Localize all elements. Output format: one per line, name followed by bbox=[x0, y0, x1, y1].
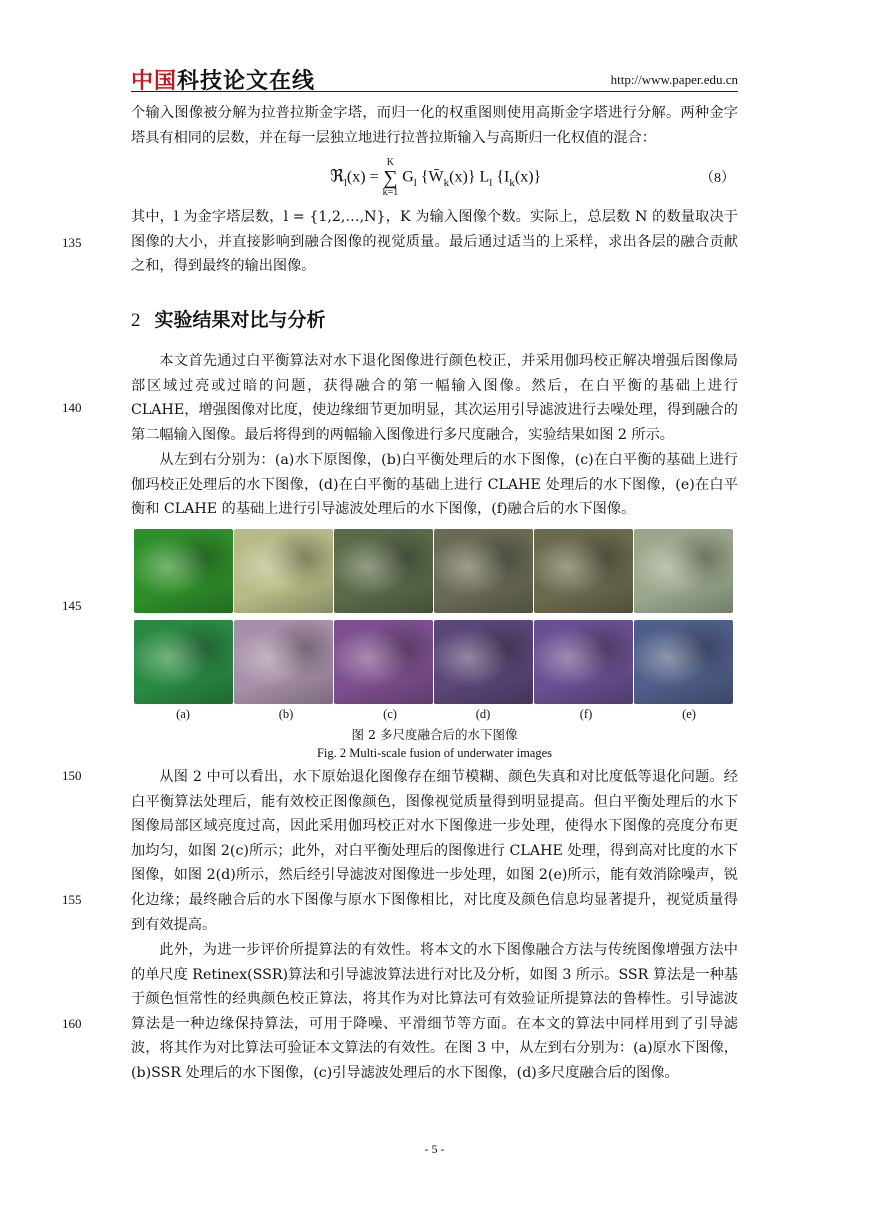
figure-caption-cn: 图 2 多尺度融合后的水下图像 bbox=[351, 727, 518, 742]
formula-W: W̄ bbox=[428, 168, 444, 186]
figure-image-top-b bbox=[234, 529, 333, 613]
fig-label-f: (f) bbox=[579, 707, 593, 721]
line-number: 160 bbox=[62, 1016, 82, 1031]
figure-image-top-f bbox=[534, 529, 633, 613]
line-number: 155 bbox=[62, 892, 82, 907]
formula-W-sub: k bbox=[443, 176, 450, 189]
figure-image-top-c bbox=[334, 529, 433, 613]
figure-image-bottom-b bbox=[234, 620, 333, 704]
figure-image-bottom-e bbox=[634, 620, 733, 704]
formula-I-sub: k bbox=[509, 176, 515, 189]
paragraph-s2-3: 从图 2 中可以看出，水下原始退化图像存在细节模糊、颜色失真和对比度低等退化问题。经白平衡算法处理后，能有效校正图像颜色，图像视觉质量得到明显提高。但白平衡处理后的水下图像局部区域亮度过高，因此采用伽玛校正对水下图像进一步处理，使得水下图像的亮度分布更加均匀，如图 2(c)所示；此外，对白平衡处理后的图像进行 CLAHE 处理，得到高对比度的水下图像，如图 2(d)所示，然后经引导滤波对图像进一步处理，如图 2(e)所示，能有效消除噪声，锐化边缘；最终融合后的水下图像与原水下图像相比，对比度及颜色信息均显著提升，视觉质量得到有效提高。 bbox=[131, 769, 738, 933]
paragraph-after-formula: 其中，l 为金字塔层数，l = {1,2,…,N}，K 为输入图像个数。实际上，总层数 N 的数量取决于图像的大小，并直接影响到融合图像的视觉质量。最后通过适当的上采样，求出各层的融合贡献之和，得到最终的输出图像。 bbox=[131, 209, 738, 275]
formula-I: I bbox=[504, 168, 510, 186]
section-number: 2 bbox=[131, 310, 141, 331]
figure-image-bottom-c bbox=[334, 620, 433, 704]
figure-image-top-d bbox=[434, 529, 533, 613]
formula-lhs: ℜ bbox=[330, 166, 344, 186]
fig-label-c: (c) bbox=[383, 707, 397, 721]
figure-caption-en: Fig. 2 Multi-scale fusion of underwater images bbox=[316, 746, 553, 760]
sum-sign: ∑ bbox=[383, 167, 398, 189]
paragraph-s2-2: 从左到右分别为：(a)水下原图像，(b)白平衡处理后的水下图像，(c)在白平衡的基础上进行伽玛校正处理后的水下图像，(d)在白平衡的基础上进行 CLAHE 处理后的水下图像，(e)在白平衡和 CLAHE 的基础上进行引导滤波处理后的水下图像，(f)融合后的水下图像。 bbox=[131, 452, 738, 518]
figure-image-bottom-a bbox=[134, 620, 233, 704]
page-number: - 5 - bbox=[424, 1142, 445, 1156]
paragraph-top: 个输入图像被分解为拉普拉斯金字塔，而归一化的权重图则使用高斯金字塔进行分解。两种金字塔具有相同的层数，并在每一层独立地进行拉普拉斯输入与高斯归一化权值的混合： bbox=[131, 105, 738, 146]
logo-black-part: 科技论文在线 bbox=[177, 69, 316, 94]
header-rule bbox=[131, 91, 738, 92]
logo-red-part: 中国 bbox=[131, 69, 178, 94]
equation-8: ℜ$_l$(x) = K ∑ k=1 $G_l$ $\{W̄_k(x)\}$ $L_l$ $\{I_k(x)\}$ bbox=[330, 157, 542, 198]
paragraph-s2-1: 本文首先通过白平衡算法对水下退化图像进行颜色校正，并采用伽玛校正解决增强后图像局部区域过亮或过暗的问题，获得融合的第一幅输入图像。然后，在白平衡的基础上进行 CLAHE，增强图像对比度，使边缘细节更加明显，其次运用引导滤波进行去噪处理，得到融合的第二幅输入图像。最后将得到的两幅输入图像进行多尺度融合，实验结果如图 2 所示。 bbox=[131, 353, 738, 443]
paragraph-s2-4: 此外，为进一步评价所提算法的有效性。将本文的水下图像融合方法与传统图像增强方法中的单尺度 Retinex(SSR)算法和引导滤波算法进行对比及分析，如图 3 所示。SSR 算法是一种基于颜色恒常性的经典颜色校正算法，将其作为对比算法可有效验证所提算法的鲁棒性。引导滤波算法是一种边缘保持算法，可用于降噪、平滑细节等方面。在本文的算法中同样用到了引导滤波，将其作为对比算法可验证本文算法的有效性。在图 3 中，从左到右分别为：(a)原水下图像，(b)SSR 处理后的水下图像，(c)引导滤波处理后的水下图像，(d)多尺度融合后的图像。 bbox=[131, 942, 738, 1081]
formula-equals: = bbox=[369, 168, 379, 186]
sum-lower: k=1 bbox=[382, 187, 399, 198]
section-heading bbox=[131, 305, 326, 332]
formula-G: G bbox=[402, 168, 414, 186]
fig-label-a: (a) bbox=[176, 707, 190, 721]
formula-x: x bbox=[352, 168, 361, 186]
equation-number: （8） bbox=[700, 171, 735, 186]
formula-L: L bbox=[479, 168, 490, 186]
line-number: 135 bbox=[62, 235, 82, 250]
formula-G-sub: l bbox=[413, 176, 417, 189]
section-title: 实验结果对比与分析 bbox=[154, 309, 326, 331]
formula-sum bbox=[383, 158, 399, 198]
figure-image-bottom-d bbox=[434, 620, 533, 704]
figure-image-top-e bbox=[634, 529, 733, 613]
line-number: 150 bbox=[62, 768, 82, 783]
fig-label-e: (e) bbox=[682, 707, 696, 721]
line-number: 145 bbox=[62, 598, 82, 613]
header-url[interactable]: http://www.paper.edu.cn bbox=[610, 72, 738, 87]
fig-label-b: (b) bbox=[278, 707, 294, 721]
formula-sub-l: l bbox=[343, 176, 347, 189]
formula-L-sub: l bbox=[489, 176, 493, 189]
formula-paren-x: (x) bbox=[346, 168, 366, 186]
line-number: 140 bbox=[62, 400, 82, 415]
fig-label-d: (d) bbox=[475, 707, 491, 721]
sum-upper: K bbox=[386, 157, 395, 168]
figure-image-top-a bbox=[134, 529, 233, 613]
figure-image-bottom-f bbox=[534, 620, 633, 704]
